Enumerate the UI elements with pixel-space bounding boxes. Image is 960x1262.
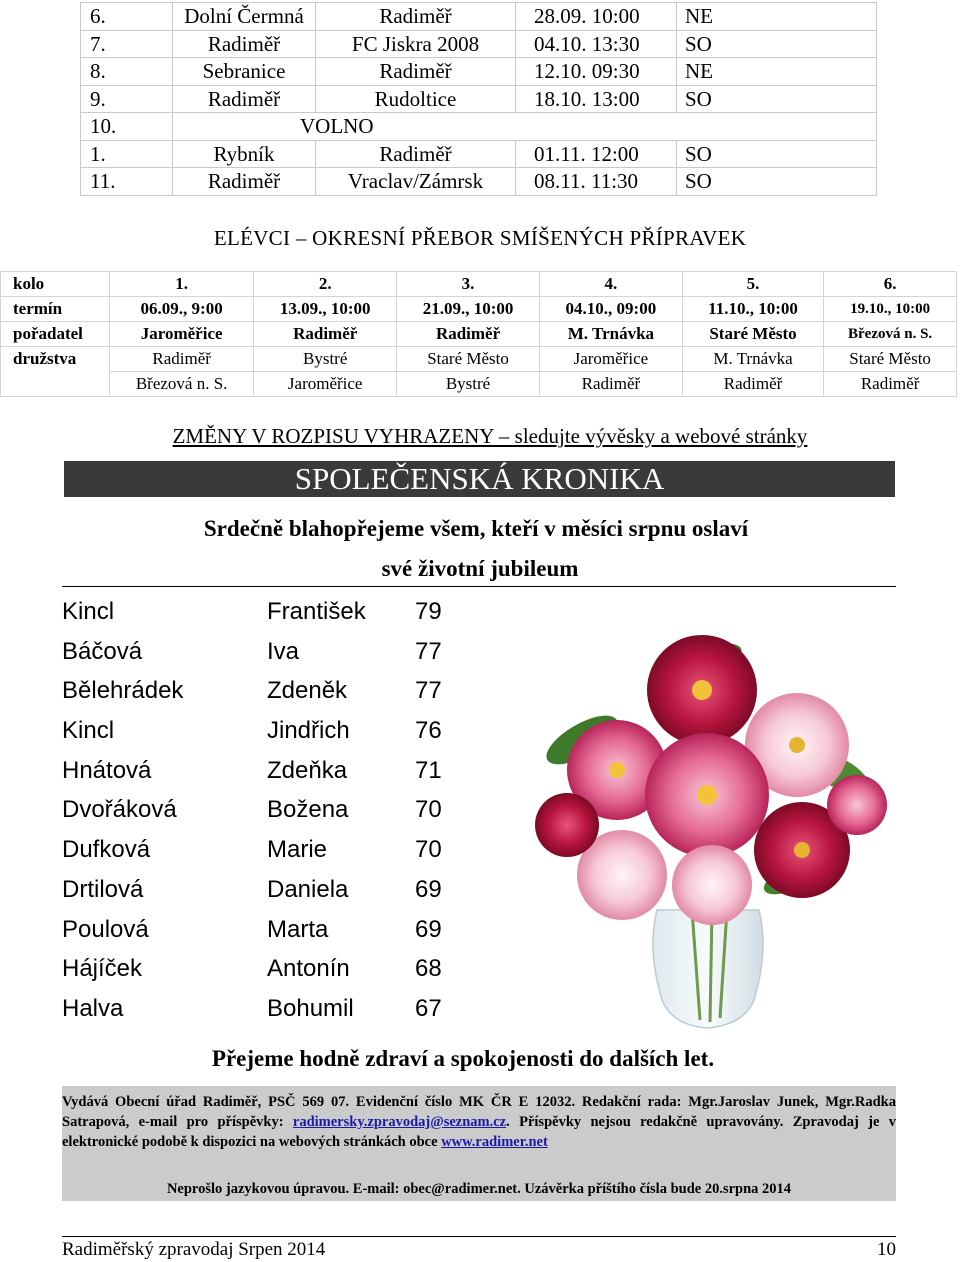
- round-cell: 10.: [81, 113, 173, 141]
- label-empty: [1, 372, 110, 397]
- first-name: Daniela: [267, 875, 349, 903]
- age: 69: [415, 915, 442, 943]
- date-cell: 04.10. 13:30: [516, 30, 677, 58]
- date-cell: 08.11. 11:30: [516, 168, 677, 196]
- section-title: ELÉVCI – OKRESNÍ PŘEBOR SMÍŠENÝCH PŘÍPRAVEK: [213, 226, 747, 250]
- surname: Kincl: [62, 598, 115, 625]
- impressum-text: [62, 1092, 896, 1152]
- jubilee-row: [62, 949, 482, 989]
- web-link[interactable]: www.radimer.net: [441, 1134, 548, 1150]
- surname: Hnátová: [62, 756, 152, 784]
- surname: Hájíček: [62, 955, 143, 983]
- druzstva-cell: Radiměř: [682, 372, 823, 397]
- first-name: Antonín: [267, 955, 350, 983]
- tournament-table: [0, 271, 957, 397]
- age: 68: [415, 955, 442, 983]
- vase: [653, 910, 763, 1028]
- druzstva-cell: Březová n. S.: [110, 372, 254, 397]
- jubilee-row: [62, 711, 482, 751]
- round-cell: 8.: [81, 58, 173, 86]
- surname: Bělehrádek: [62, 677, 184, 705]
- age: 70: [415, 796, 442, 824]
- poradatel-cell: Březová n. S.: [824, 322, 957, 347]
- age: 77: [415, 677, 442, 705]
- age: 76: [415, 717, 442, 745]
- away-team-cell: Radiměř: [316, 140, 516, 168]
- schedule-row: [81, 168, 877, 196]
- poradatel-cell: Staré Město: [682, 322, 823, 347]
- home-team-cell: Radiměř: [173, 85, 316, 113]
- day-cell: SO: [677, 168, 877, 196]
- home-team-cell: Sebranice: [173, 58, 316, 86]
- jubilee-row: [62, 989, 482, 1029]
- label-termin: termín: [1, 297, 110, 322]
- age: 79: [415, 598, 442, 625]
- jubilee-row: [62, 790, 482, 830]
- changes-note: ZMĚNY V ROZPISU VYHRAZENY – sledujte vývěsky a webové stránky: [172, 424, 808, 448]
- druzstva-cell: Radiměř: [110, 347, 254, 372]
- footer-divider: [62, 1236, 896, 1237]
- schedule-row: [81, 58, 877, 86]
- jubilee-row: [62, 830, 482, 870]
- first-name: František: [267, 598, 366, 625]
- round-cell: 7.: [81, 30, 173, 58]
- footer-title: Radiměřský zpravodaj Srpen 2014: [62, 1239, 326, 1260]
- surname: Dvořáková: [62, 796, 177, 824]
- surname: Halva: [62, 994, 124, 1022]
- date-cell: 12.10. 09:30: [516, 58, 677, 86]
- termin-cell: 13.09., 10:00: [254, 297, 397, 322]
- row-termin: [1, 297, 957, 322]
- divider: [62, 586, 896, 587]
- home-team-cell: Radiměř: [173, 168, 316, 196]
- round-cell: 6.: [81, 3, 173, 31]
- home-team-cell: Dolní Čermná: [173, 3, 316, 31]
- termin-cell: 04.10., 09:00: [539, 297, 682, 322]
- day-cell: SO: [677, 140, 877, 168]
- schedule-row: [81, 30, 877, 58]
- surname: Drtilová: [62, 875, 144, 903]
- label-poradatel: pořadatel: [1, 322, 110, 347]
- schedule-table: [80, 2, 877, 196]
- age: 70: [415, 836, 442, 864]
- home-team-cell: Radiměř: [173, 30, 316, 58]
- first-name: Bohumil: [267, 994, 354, 1022]
- poradatel-cell: M. Trnávka: [539, 322, 682, 347]
- home-team-cell: Rybník: [173, 140, 316, 168]
- kolo-cell: 1.: [110, 272, 254, 297]
- poradatel-cell: Jaroměřice: [110, 322, 254, 347]
- row-druzstva-2: [1, 372, 957, 397]
- surname: Báčová: [62, 637, 143, 665]
- druzstva-cell: Jaroměřice: [539, 347, 682, 372]
- first-name: Zdeněk: [267, 677, 348, 705]
- jubilee-row: [62, 671, 482, 711]
- away-team-cell: Radiměř: [316, 3, 516, 31]
- termin-cell: 19.10., 10:00: [824, 297, 957, 322]
- surname: Kincl: [62, 717, 115, 745]
- kolo-cell: 2.: [254, 272, 397, 297]
- congrats-line-1: Srdečně blahopřejeme všem, kteří v měsíci srpnu oslaví: [203, 516, 749, 541]
- away-team-cell: Vraclav/Zámrsk: [316, 168, 516, 196]
- first-name: Marie: [267, 836, 328, 864]
- kolo-cell: 4.: [539, 272, 682, 297]
- jubilee-row: [62, 870, 482, 910]
- age: 69: [415, 875, 442, 903]
- round-cell: 1.: [81, 140, 173, 168]
- poradatel-cell: Radiměř: [397, 322, 540, 347]
- druzstva-cell: Bystré: [397, 372, 540, 397]
- day-cell: NE: [677, 3, 877, 31]
- schedule-row: [81, 85, 877, 113]
- first-name: Božena: [267, 796, 349, 824]
- first-name: Jindřich: [267, 717, 350, 745]
- flower-bouquet-image: [512, 620, 902, 1040]
- email-link[interactable]: radimersky.zpravodaj@seznam.cz: [292, 1114, 507, 1130]
- schedule-row: [81, 140, 877, 168]
- row-kolo: [1, 272, 957, 297]
- round-cell: 9.: [81, 85, 173, 113]
- impressum-note: Neprošlo jazykovou úpravou. E-mail: obec@radimer.net. Uzávěrka příštího čísla bude 20.srpna 2014: [166, 1181, 792, 1197]
- druzstva-cell: Bystré: [254, 347, 397, 372]
- jubilee-row: [62, 632, 482, 672]
- congrats-line-2: své životní jubileum: [381, 556, 579, 581]
- druzstva-cell: Staré Město: [397, 347, 540, 372]
- jubilee-list: [62, 592, 482, 1029]
- round-cell: 11.: [81, 168, 173, 196]
- kolo-cell: 6.: [824, 272, 957, 297]
- note-cell: VOLNO: [173, 113, 877, 141]
- wish-line: Přejeme hodně zdraví a spokojenosti do dalších let.: [211, 1046, 715, 1071]
- label-kolo: kolo: [1, 272, 110, 297]
- first-name: Zdeňka: [267, 756, 348, 784]
- away-team-cell: FC Jiskra 2008: [316, 30, 516, 58]
- kolo-cell: 5.: [682, 272, 823, 297]
- away-team-cell: Radiměř: [316, 58, 516, 86]
- schedule-body: [81, 3, 877, 196]
- day-cell: NE: [677, 58, 877, 86]
- druzstva-cell: M. Trnávka: [682, 347, 823, 372]
- away-team-cell: Rudoltice: [316, 85, 516, 113]
- termin-cell: 11.10., 10:00: [682, 297, 823, 322]
- day-cell: SO: [677, 30, 877, 58]
- druzstva-cell: Radiměř: [824, 372, 957, 397]
- age: 67: [415, 994, 442, 1022]
- druzstva-cell: Staré Město: [824, 347, 957, 372]
- row-druzstva-1: [1, 347, 957, 372]
- druzstva-cell: Jaroměřice: [254, 372, 397, 397]
- date-cell: 28.09. 10:00: [516, 3, 677, 31]
- jubilee-row: [62, 910, 482, 950]
- row-poradatel: [1, 322, 957, 347]
- first-name: Marta: [267, 915, 329, 943]
- age: 77: [415, 637, 442, 665]
- schedule-row: [81, 113, 877, 141]
- schedule-row: [81, 3, 877, 31]
- termin-cell: 06.09., 9:00: [110, 297, 254, 322]
- date-cell: 18.10. 13:00: [516, 85, 677, 113]
- age: 71: [415, 756, 442, 784]
- jubilee-row: [62, 592, 482, 632]
- impressum-part-1: Vydává Obecní úřad Radiměř, PSČ 569 07. Evidenční číslo MK ČR E 12032. Redakční rada: Mgr.Jaroslav Junek, Mgr.Radka Satrapová, e-mail pro příspěvky:: [62, 1094, 896, 1130]
- poradatel-cell: Radiměř: [254, 322, 397, 347]
- label-druzstva: družstva: [1, 347, 110, 372]
- first-name: Iva: [267, 637, 300, 665]
- date-cell: 01.11. 12:00: [516, 140, 677, 168]
- surname: Dufková: [62, 836, 151, 864]
- page-number: 10: [877, 1239, 896, 1260]
- day-cell: SO: [677, 85, 877, 113]
- blooms: [535, 635, 887, 925]
- surname: Poulová: [62, 915, 149, 943]
- druzstva-cell: Radiměř: [539, 372, 682, 397]
- kolo-cell: 3.: [397, 272, 540, 297]
- impressum-part-2: . Příspěvky nejsou redakčně upravovány. Zpravodaj je v elektronické podobě k dispozici na webových stránkách obce: [62, 1114, 896, 1150]
- termin-cell: 21.09., 10:00: [397, 297, 540, 322]
- jubilee-row: [62, 751, 482, 791]
- kronika-title: SPOLEČENSKÁ KRONIKA: [294, 461, 665, 496]
